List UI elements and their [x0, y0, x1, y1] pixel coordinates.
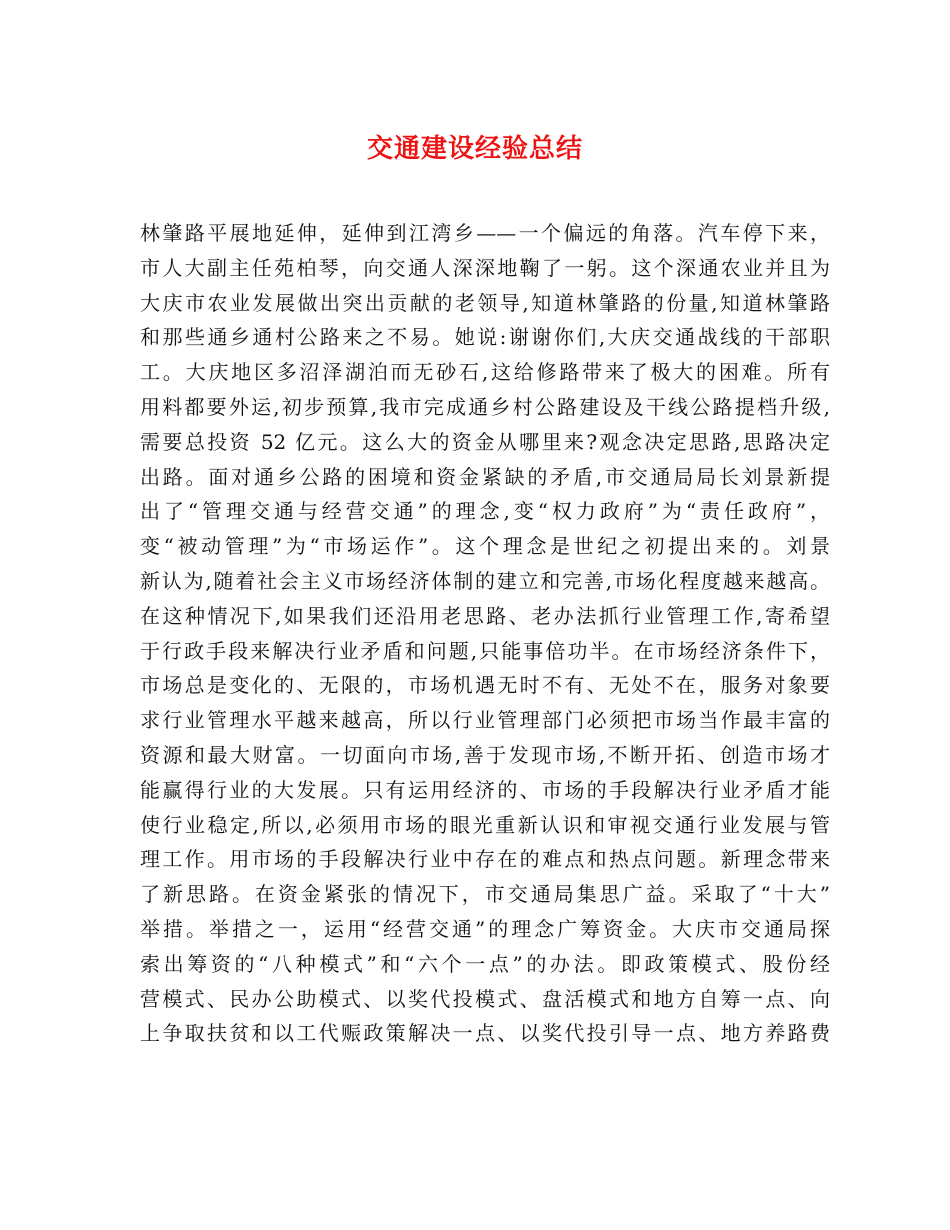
body-line: 理工作。用市场的手段解决行业中存在的难点和热点问题。新理念带来: [140, 847, 830, 872]
body-line: 营模式、民办公助模式、以奖代投模式、盘活模式和地方自筹一点、向: [140, 986, 830, 1011]
document-body: [140, 216, 830, 1051]
body-line: 出了“管理交通与经营交通”的理念,变“权力政府”为“责任政府”，: [140, 499, 830, 524]
body-line: 新认为,随着社会主义市场经济体制的建立和完善,市场化程度越来越高。: [140, 568, 830, 593]
body-line: 和那些通乡通村公路来之不易。她说:谢谢你们,大庆交通战线的干部职: [140, 325, 830, 350]
document-title: 交通建设经验总结: [366, 134, 583, 164]
body-line: 上争取扶贫和以工代赈政策解决一点、以奖代投引导一点、地方养路费: [140, 1021, 830, 1046]
body-line: 索出筹资的“八种模式”和“六个一点”的办法。即政策模式、股份经: [140, 951, 830, 976]
body-line: 出路。面对通乡公路的困境和资金紧缺的矛盾,市交通局局长刘景新提: [140, 464, 830, 489]
body-line: 需要总投资 52 亿元。这么大的资金从哪里来?观念决定思路,思路决定: [140, 429, 830, 454]
body-line: 求行业管理水平越来越高，所以行业管理部门必须把市场当作最丰富的: [140, 708, 830, 733]
body-line: 市人大副主任苑柏琴，向交通人深深地鞠了一躬。这个深通农业并且为: [140, 255, 830, 280]
body-line: 在这种情况下,如果我们还沿用老思路、老办法抓行业管理工作,寄希望: [140, 603, 830, 628]
body-line: 能赢得行业的大发展。只有运用经济的、市场的手段解决行业矛盾才能: [140, 777, 830, 802]
body-line: 市场总是变化的、无限的，市场机遇无时不有、无处不在，服务对象要: [140, 673, 830, 698]
body-line: 林肇路平展地延伸，延伸到江湾乡——一个偏远的角落。汽车停下来，: [140, 221, 830, 245]
body-line: 了新思路。在资金紧张的情况下，市交通局集思广益。采取了“十大”: [140, 882, 830, 907]
body-line: 大庆市农业发展做出突出贡献的老领导,知道林肇路的份量,知道林肇路: [140, 290, 830, 315]
body-line: 举措。举措之一，运用“经营交通”的理念广筹资金。大庆市交通局探: [140, 916, 830, 941]
body-line: 用料都要外运,初步预算,我市完成通乡村公路建设及干线公路提档升级,: [140, 394, 830, 419]
body-line: 使行业稳定,所以,必须用市场的眼光重新认识和审视交通行业发展与管: [140, 812, 830, 837]
body-line: 于行政手段来解决行业矛盾和问题,只能事倍功半。在市场经济条件下，: [140, 638, 830, 663]
body-line: 工。大庆地区多沼泽湖泊而无砂石,这给修路带来了极大的困难。所有: [140, 360, 830, 385]
body-line: 变“被动管理”为“市场运作”。这个理念是世纪之初提出来的。刘景: [140, 534, 830, 559]
body-line: 资源和最大财富。一切面向市场,善于发现市场,不断开拓、创造市场才: [140, 742, 830, 767]
